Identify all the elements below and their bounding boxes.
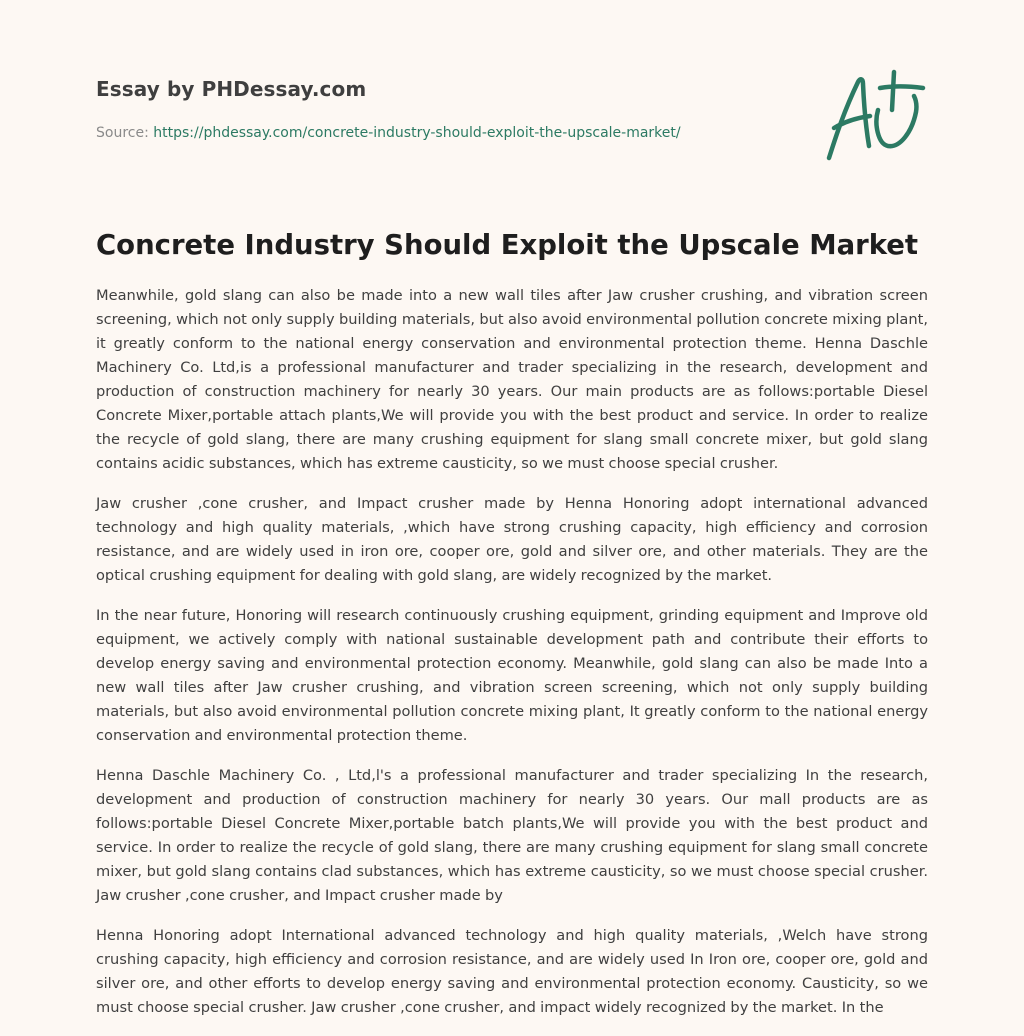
logo-plus-horizontal: [880, 87, 923, 89]
a-plus-logo-svg: [822, 66, 930, 166]
logo-plus-vertical: [892, 72, 894, 110]
a-plus-logo-icon: [822, 66, 930, 166]
paragraph: Meanwhile, gold slang can also be made into a new wall tiles after Jaw crusher crushing, and vibration screen screening, which not only supply building materials, but also avoid environmental pollution concrete mixing plant, it greatly conform to the national energy conservation and environmental protection theme. Henna Daschle Machinery Co. Ltd,is a professional manufacturer and trader specializing in the research, development and production of construction machinery for nearly 30 years. Our main products are as follows:portable Diesel Concrete Mixer,portable attach plants,We will provide you with the best product and service. In order to realize the recycle of gold slang, there are many crushing equipment for slang small concrete mixer, but gold slang contains acidic substances, which has extreme causticity, so we must choose special crusher.: [96, 287, 928, 472]
paragraph: Jaw crusher ,cone crusher, and Impact crusher made by Henna Honoring adopt international advanced technology and high quality materials, ,which have strong crushing capacity, high efficiency and corrosion resistance, and are widely used in iron ore, cooper ore, gold and silver ore, and other materials. They are the optical crushing equipment for dealing with gold slang, are widely recognized by the market.: [96, 495, 928, 584]
paragraph: Henna Daschle Machinery Co. , Ltd,l's a professional manufacturer and trader specializing In the research, development and production of construction machinery for nearly 30 years. Our mall products are as follows:portable Diesel Concrete Mixer,portable batch plants,We will provide you with the best product and service. In order to realize the recycle of gold slang, there are many crushing equipment for slang small concrete mixer, but gold slang contains clad substances, which has extreme causticity, so we must choose special crusher. Jaw crusher ,cone crusher, and Impact crusher made by: [96, 767, 928, 904]
logo-circle-stroke: [876, 96, 916, 146]
source-link[interactable]: https://phdessay.com/concrete-industry-should-exploit-the-upscale-market/: [153, 125, 681, 141]
site-brand: Essay by PHDessay.com: [96, 77, 367, 101]
source-label: Source:: [96, 125, 149, 141]
paragraph: Henna Honoring adopt International advanced technology and high quality materials, ,Welch have strong crushing capacity, high efficiency and corrosion resistance, and are widely used In Iron ore, cooper ore, gold and silver ore, and other efforts to develop energy saving and environmental protection economy. Causticity, so we must choose special crusher. Jaw crusher ,cone crusher, and impact widely recognized by the market. In the: [96, 927, 928, 1016]
article-body: [96, 284, 928, 1036]
source-line: [96, 125, 681, 141]
article-title: Concrete Industry Should Exploit the Upscale Market: [96, 229, 919, 261]
paragraph: In the near future, Honoring will research continuously crushing equipment, grinding equipment and Improve old equipment, we actively comply with national sustainable development path and contribute their efforts to develop energy saving and environmental protection economy. Meanwhile, gold slang can also be made Into a new wall tiles after Jaw crusher crushing, and vibration screen screening, which not only supply building materials, but also avoid environmental pollution concrete mixing plant, It greatly conform to the national energy conservation and environmental protection theme.: [96, 607, 928, 744]
